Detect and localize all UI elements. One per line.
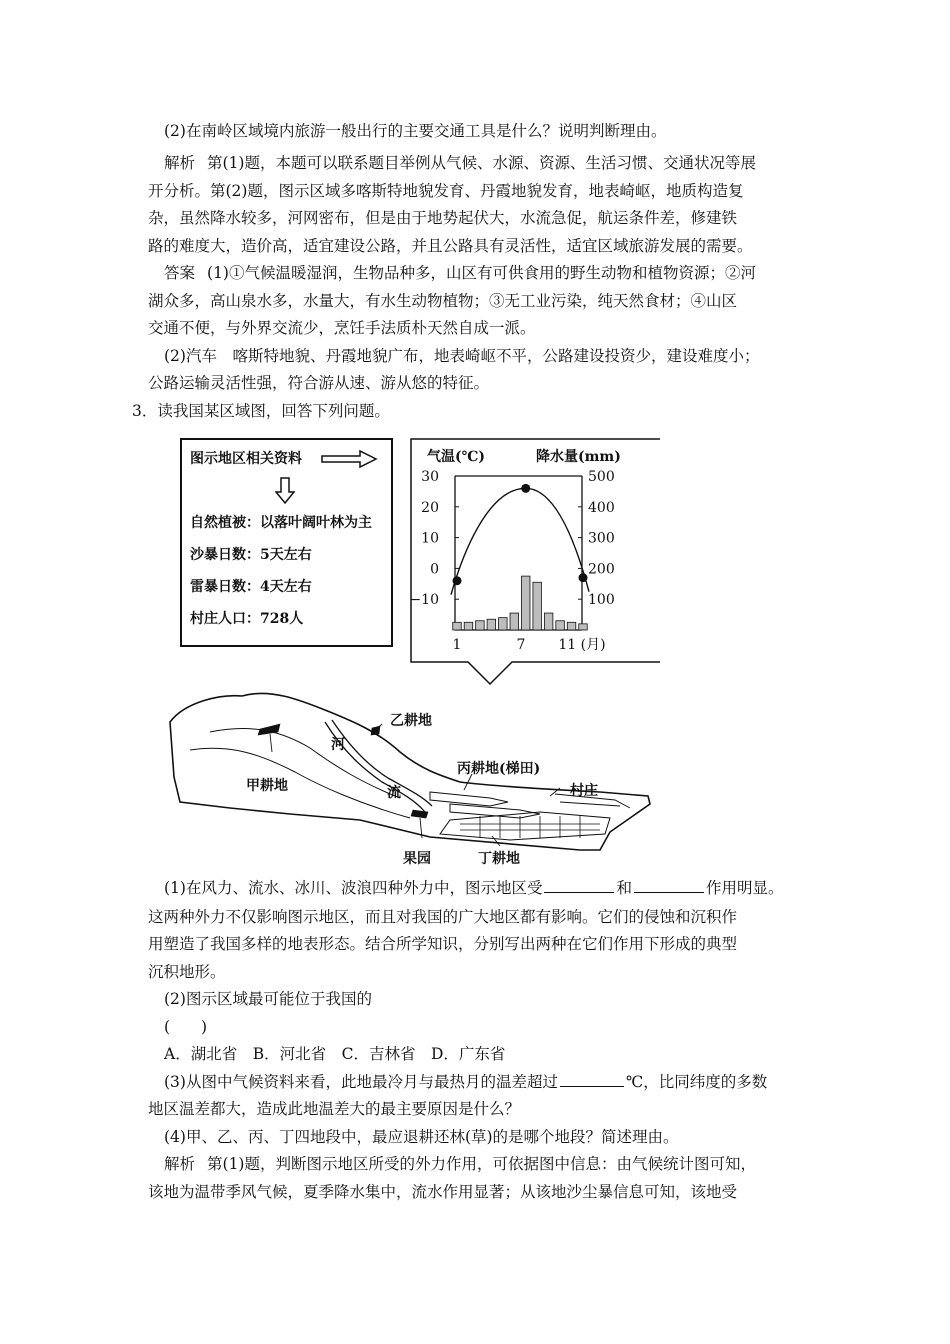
answer-line-5: 公路运输灵活性强，符合游从速、游从悠的特征。 <box>148 374 490 392</box>
orchard-patch <box>411 810 428 818</box>
question-3-3-line <box>164 1072 767 1092</box>
precipitation-bar <box>510 613 518 630</box>
answer-line-2: 湖众多，高山泉水多，水量大，有水生动物植物；③无工业污染，纯天然食材；④山区 <box>148 292 738 310</box>
right-tick-label: 200 <box>588 561 615 578</box>
ding-leader <box>492 836 500 846</box>
temperature-point <box>521 484 530 493</box>
question-3-1-line-3: 用塑造了我国多样的地表形态。结合所学知识，分别写出两种在它们作用下形成的典型 <box>148 935 738 953</box>
answer-line-4: (2)汽车 喀斯特地貌、丹霞地貌广布，地表崎岖不平，公路建设投资少，建设难度小； <box>164 347 760 365</box>
precipitation-bar <box>556 621 565 630</box>
q3-text-b: ℃，比同纬度的多数 <box>625 1073 768 1091</box>
right-tick-label: 500 <box>588 469 615 485</box>
precipitation-bar <box>476 621 485 630</box>
precipitation-bar <box>499 618 508 630</box>
analysis-2-tag: 解析 <box>164 1155 196 1173</box>
right-tick-label: 100 <box>588 592 615 609</box>
q1-text-c: 作用明显。 <box>705 879 784 897</box>
region-figure <box>160 432 660 872</box>
left-tick-labels <box>409 469 459 608</box>
label-village: 村庄 <box>570 783 598 799</box>
left-tick-label: −10 <box>409 592 439 609</box>
analysis-line-4: 路的难度大，造价高，适宜建设公路，并且公路具有灵活性，适宜区域旅游发展的需要。 <box>148 237 753 255</box>
right-tick-label: 400 <box>588 499 615 516</box>
info-thunderstorm: 雷暴日数：4天左右 <box>190 579 312 595</box>
answer-line-3: 交通不便，与外界交流少，烹饪手法质朴天然自成一派。 <box>148 319 536 337</box>
left-tick-label: 30 <box>421 469 439 485</box>
left-tick-label: 10 <box>421 530 439 547</box>
question-3-title: 3．读我国某区域图，回答下列问题。 <box>132 402 390 420</box>
ridge-line-1 <box>210 729 400 798</box>
label-jia-field: 甲耕地 <box>246 778 288 794</box>
precipitation-bar <box>521 576 530 630</box>
precipitation-bar <box>567 622 576 630</box>
answer-line-1 <box>164 263 756 283</box>
choice-options: A．湖北省 B．河北省 C．吉林省 D．广东省 <box>164 1045 506 1063</box>
analysis-text: 第(1)题，本题可以联系题目举例从气候、水源、资源、生活习惯、交通状况等展 <box>207 154 756 172</box>
ding-grid <box>460 816 600 838</box>
jia-leader <box>270 734 272 752</box>
question-3-4-line: (4)甲、乙、丙、丁四地段中，最应退耕还林(草)的是哪个地段？简述理由。 <box>164 1128 679 1146</box>
choice-parentheses[interactable]: ( ) <box>164 1018 208 1036</box>
x-tick-label-11: 11 (月) <box>558 637 606 653</box>
left-axis-label: 气温(℃) <box>427 449 486 465</box>
label-yi-field: 乙耕地 <box>390 713 432 729</box>
ding-fields <box>440 812 610 840</box>
bing-terraces <box>430 792 540 818</box>
question-3-1-line <box>164 878 784 898</box>
temperature-curve <box>451 488 589 594</box>
temperature-point <box>453 576 462 585</box>
precipitation-bar <box>464 622 473 630</box>
right-tick-labels <box>578 469 615 608</box>
q1-text-a: (1)在风力、流水、冰川、波浪四种外力中，图示地区受 <box>164 879 543 897</box>
question-3-1-line-4: 沉积地形。 <box>148 963 226 981</box>
question-3-3-line-2: 地区温差都大，造成此地温差大的最主要原因是什么？ <box>148 1100 521 1118</box>
temperature-points <box>453 484 588 585</box>
right-axis-label: 降水量(mm) <box>536 449 621 465</box>
answer-blank-2[interactable] <box>634 878 704 893</box>
analysis-2-line-2: 该地为温带季风气候，夏季降水集中，流水作用显著；从该地沙尘暴信息可知，该地受 <box>148 1183 738 1201</box>
info-title-text: 图示地区相关资料 <box>190 451 302 467</box>
label-river-he: 河 <box>331 737 345 753</box>
precipitation-bar <box>579 624 588 630</box>
answer-blank-1[interactable] <box>544 878 614 893</box>
x-tick-label-7: 7 <box>516 637 526 653</box>
analysis-line-1 <box>164 153 756 173</box>
label-orchard: 果园 <box>403 851 431 867</box>
precipitation-bar <box>533 582 542 630</box>
precipitation-bar <box>453 622 462 630</box>
analysis-2-text: 第(1)题，判断图示地区所受的外力作用，可依据图中信息：由气候统计图可知， <box>207 1155 756 1173</box>
answer-blank-3[interactable] <box>560 1072 624 1087</box>
question-3-2-line: (2)图示区域最可能位于我国的 <box>164 990 372 1008</box>
question-3-1-line-2: 这两种外力不仅影响图示地区，而且对我国的广大地区都有影响。它们的侵蚀和沉积作 <box>148 908 738 926</box>
info-population: 村庄人口：728人 <box>190 611 304 627</box>
x-tick-label-1: 1 <box>452 637 462 653</box>
q1-text-b: 和 <box>616 879 632 897</box>
analysis-tag: 解析 <box>164 154 196 172</box>
analysis-line-2: 开分析。第(2)题，图示区域多喀斯特地貌发育、丹霞地貌发育，地表崎岖，地质构造复 <box>148 182 744 200</box>
right-tick-label: 300 <box>588 530 615 547</box>
info-sandstorm: 沙暴日数：5天左右 <box>190 547 312 563</box>
info-vegetation: 自然植被：以落叶阔叶林为主 <box>190 515 372 531</box>
label-river-liu: 流 <box>387 785 401 801</box>
answer-text: (1)①气候温暖湿润，生物品种多，山区有可供食用的野生动物和植物资源；②河 <box>207 264 756 282</box>
left-tick-label: 20 <box>421 499 439 516</box>
river-right <box>332 720 432 806</box>
climate-and-terrain-svg <box>160 432 660 872</box>
label-bing-field: 丙耕地(梯田) <box>457 761 541 777</box>
analysis-2-line-1 <box>164 1154 756 1174</box>
answer-tag: 答案 <box>164 264 196 282</box>
precipitation-bar <box>544 613 553 630</box>
temperature-point <box>579 573 588 582</box>
label-ding-field: 丁耕地 <box>478 851 520 867</box>
precipitation-bar <box>487 619 496 630</box>
analysis-line-3: 杂，虽然降水较多，河网密布，但是由于地势起伏大，水流急促，航运条件差，修建铁 <box>148 209 738 227</box>
left-tick-label: 0 <box>430 561 439 578</box>
precipitation-bars <box>453 576 588 630</box>
q3-text-a: (3)从图中气候资料来看，此地最冷月与最热月的温差超过 <box>164 1073 558 1091</box>
question-2-line: (2)在南岭区域境内旅游一般出行的主要交通工具是什么？说明判断理由。 <box>164 122 667 140</box>
